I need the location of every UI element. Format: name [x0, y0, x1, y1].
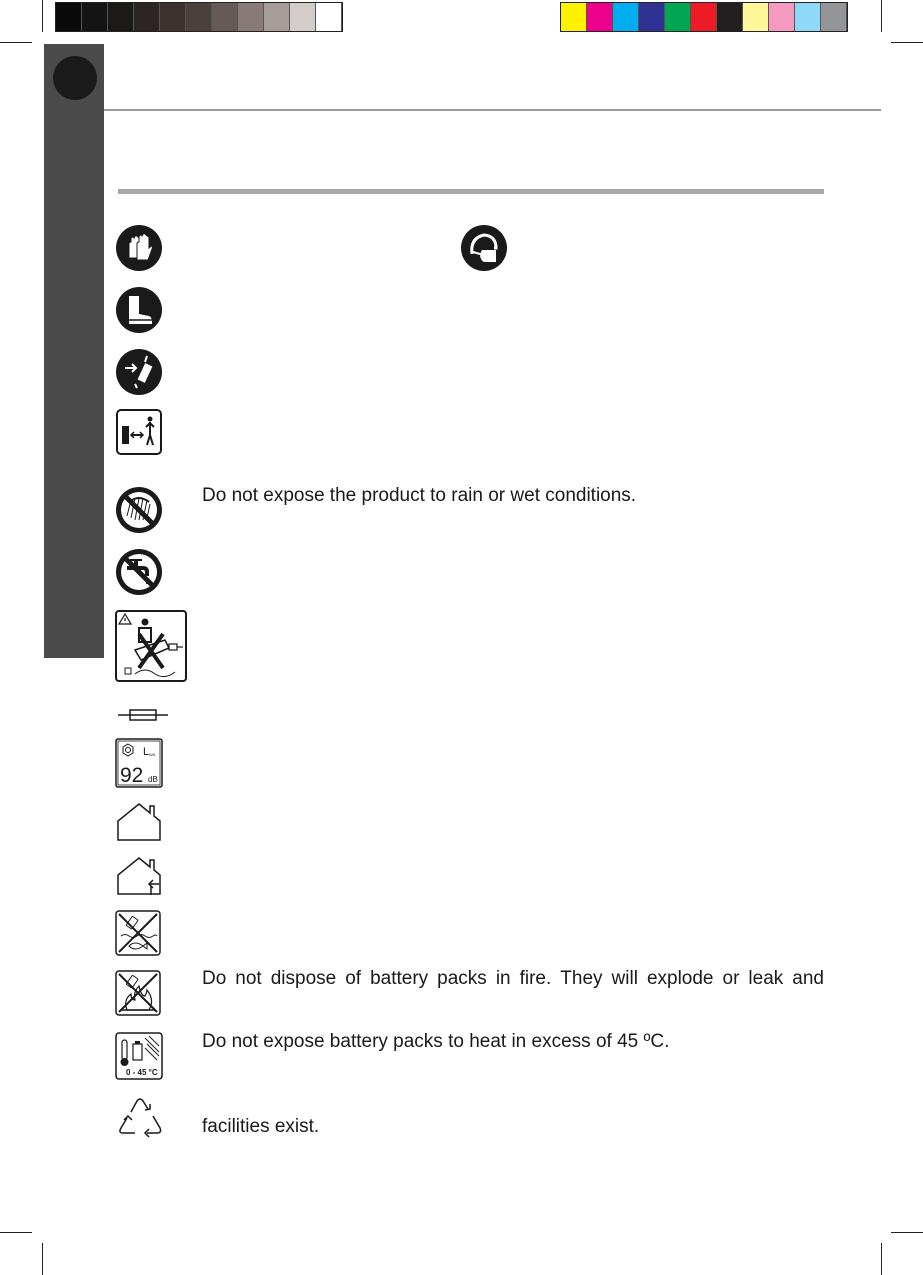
color-swatch [613, 3, 639, 31]
heat-range-label: 0 - 45 °C [126, 1068, 158, 1077]
color-swatch [56, 3, 82, 31]
color-swatch [691, 3, 717, 31]
sound-symbol: L [143, 746, 150, 758]
no-rain-icon [115, 486, 163, 534]
section-rule [118, 189, 824, 194]
color-swatch [264, 3, 290, 31]
rain-warning-text: Do not expose the product to rain or wet conditions. [202, 485, 637, 506]
battery-heat-text: Do not expose battery packs to heat in excess of 45 ºC. [202, 1031, 670, 1052]
color-swatch [743, 3, 769, 31]
color-swatch [821, 3, 847, 31]
process-color-bar [560, 2, 848, 32]
color-swatch [134, 3, 160, 31]
recycle-icon [115, 1094, 165, 1140]
color-swatch [290, 3, 316, 31]
grayscale-color-bar [55, 2, 343, 32]
color-swatch [561, 3, 587, 31]
no-water-tap-icon [115, 548, 163, 596]
gloves-icon [115, 224, 163, 272]
crop-mark [881, 1243, 882, 1275]
sound-value: 92 [120, 764, 144, 787]
color-swatch [587, 3, 613, 31]
color-swatch [212, 3, 238, 31]
fuse-icon [118, 708, 168, 722]
no-water-disposal-icon [115, 910, 161, 956]
color-swatch [769, 3, 795, 31]
bystander-distance-icon [116, 409, 162, 455]
color-swatch [238, 3, 264, 31]
sidebar-tab [44, 44, 104, 658]
crop-mark [891, 42, 923, 43]
sound-unit: dB [148, 775, 158, 784]
recycling-text: facilities exist. [202, 1116, 320, 1137]
indoor-charging-icon [115, 856, 163, 896]
disconnect-plug-icon [115, 348, 163, 396]
crop-mark [42, 1243, 43, 1275]
safety-boots-icon [115, 286, 163, 334]
crop-mark [0, 42, 32, 43]
color-swatch [160, 3, 186, 31]
color-swatch [795, 3, 821, 31]
color-swatch [639, 3, 665, 31]
sound-symbol-sub: WA [149, 752, 156, 757]
color-swatch [665, 3, 691, 31]
color-swatch [108, 3, 134, 31]
crop-mark [42, 0, 43, 32]
hazard-warning-icon [115, 610, 187, 682]
sound-level-icon [115, 738, 163, 788]
language-tab-circle [53, 56, 97, 100]
crop-mark [881, 0, 882, 32]
fire-disposal-text: Do not dispose of battery packs in fire. They will explode or leak and [202, 968, 824, 989]
color-swatch [82, 3, 108, 31]
color-swatch [186, 3, 212, 31]
color-swatch [717, 3, 743, 31]
crop-mark [891, 1232, 923, 1233]
header-rule [104, 109, 881, 111]
crop-mark [0, 1232, 32, 1233]
no-fire-disposal-icon [115, 970, 161, 1016]
battery-heat-icon [115, 1032, 163, 1080]
dust-mask-icon [460, 224, 508, 272]
indoor-use-icon [115, 802, 163, 842]
color-swatch [316, 3, 342, 31]
